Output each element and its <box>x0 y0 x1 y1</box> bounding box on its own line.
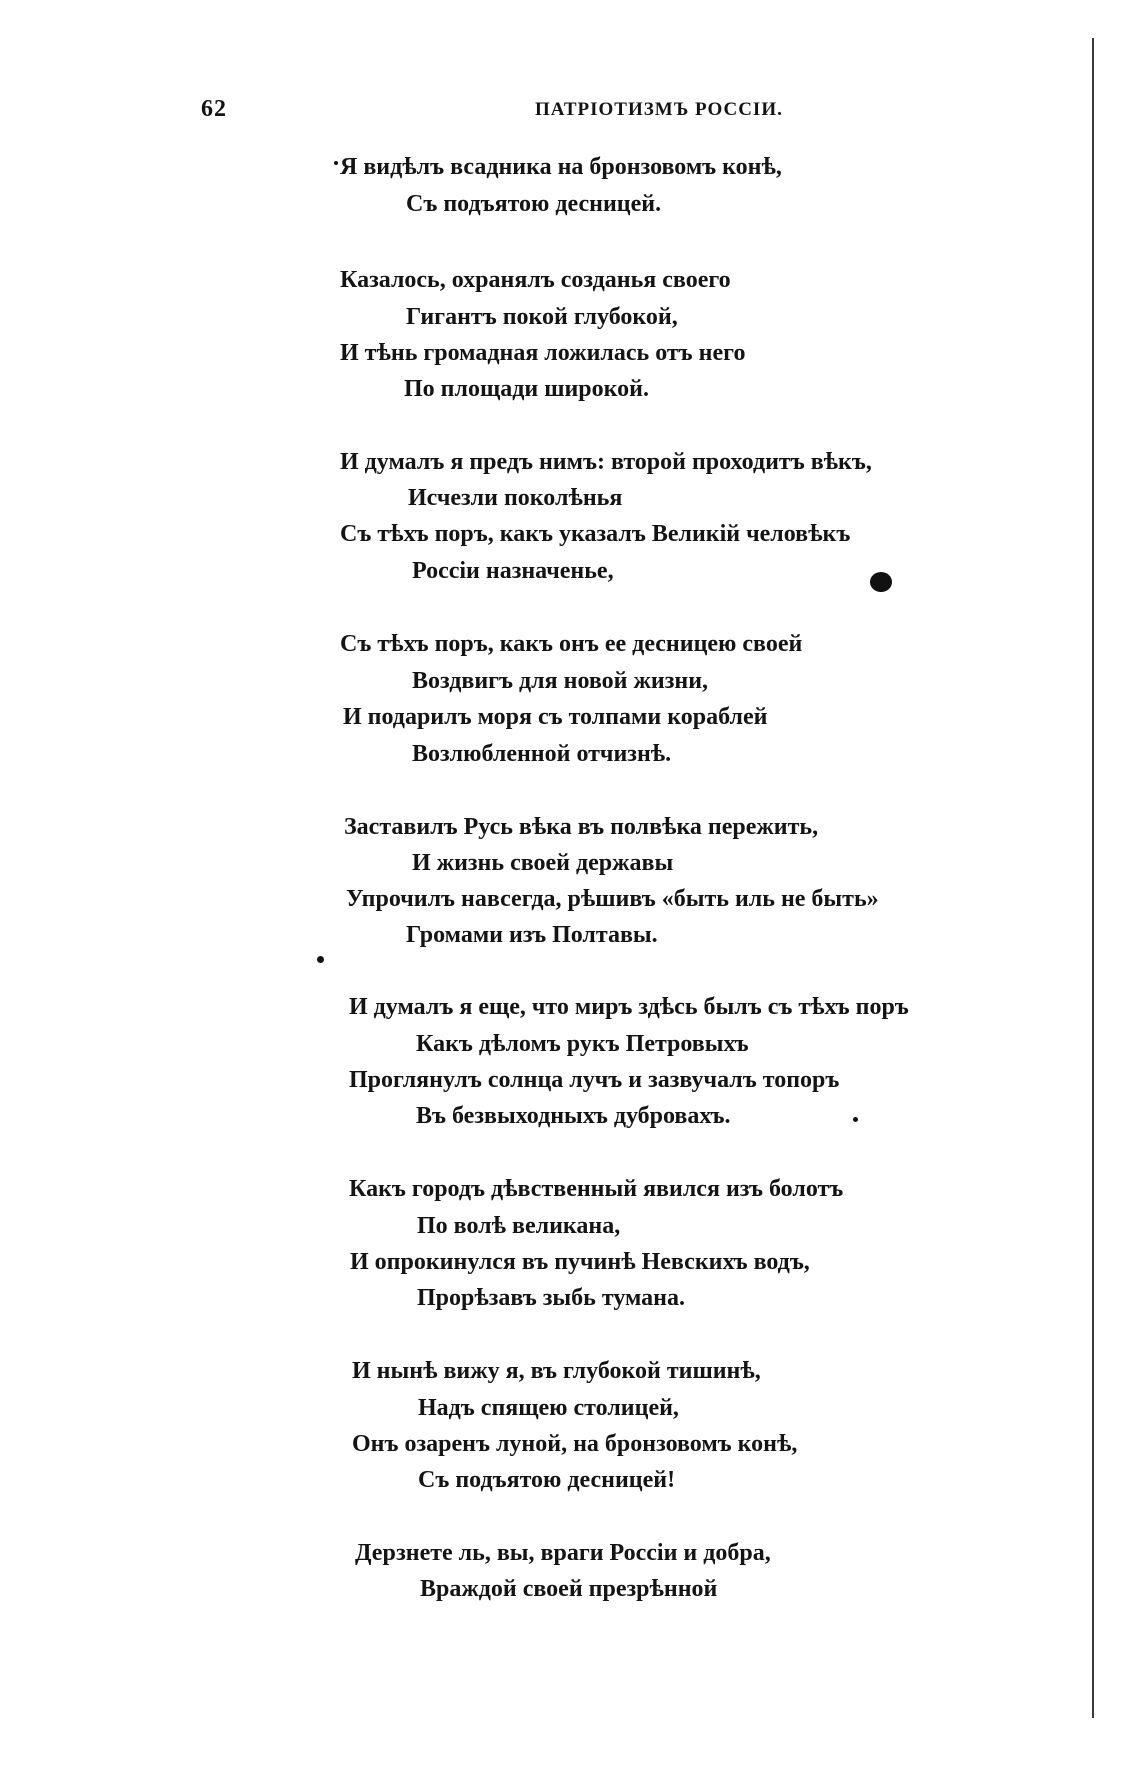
poem-line: Исчезли поколѣнья <box>408 485 623 511</box>
poem-line: Какъ городъ дѣвственный явился изъ болотъ <box>349 1176 844 1202</box>
poem-line: И опрокинулся въ пучинѣ Невскихъ водъ, <box>350 1249 810 1275</box>
page-number: 62 <box>201 96 227 122</box>
poem-line: И тѣнь громадная ложилась отъ него <box>340 340 746 366</box>
poem-line: Съ подъятою десницей! <box>418 1467 676 1493</box>
poem-line: И думалъ я еще, что миръ здѣсь былъ съ тѣхъ поръ <box>349 994 909 1020</box>
poem-line: Враждой своей презрѣнной <box>420 1576 718 1602</box>
poem-line: Въ безвыходныхъ дубровахъ. <box>416 1103 731 1129</box>
poem-line: Гигантъ покой глубокой, <box>406 304 678 330</box>
poem-line: Россіи назначенье, <box>412 558 614 584</box>
running-head: ПАТРІОТИЗМЪ РОССІИ. <box>535 99 783 120</box>
poem-line: И подарилъ моря съ толпами кораблей <box>343 704 768 730</box>
poem-line: Воздвигъ для новой жизни, <box>412 668 709 694</box>
poem-line: По волѣ великана, <box>417 1213 621 1239</box>
ink-speck <box>853 1117 858 1122</box>
poem-line: Съ тѣхъ поръ, какъ онъ ее десницею своей <box>340 631 803 657</box>
poem-line: И думалъ я предъ нимъ: второй проходитъ вѣкъ, <box>340 449 872 475</box>
poem-line: Заставилъ Русь вѣка въ полвѣка пережить, <box>344 814 819 840</box>
poem-line: Съ подъятою десницей. <box>406 191 662 217</box>
poem-line: По площади широкой. <box>404 376 649 402</box>
poem-line: Дерзнете ль, вы, враги Россіи и добра, <box>355 1540 771 1566</box>
poem-line: И нынѣ вижу я, въ глубокой тишинѣ, <box>352 1358 761 1384</box>
poem-line: Какъ дѣломъ рукъ Петровыхъ <box>416 1031 749 1057</box>
poem-line: Надъ спящею столицей, <box>418 1395 679 1421</box>
ink-blot <box>870 572 892 592</box>
poem-line: Съ тѣхъ поръ, какъ указалъ Великій человѣкъ <box>340 521 851 547</box>
ink-speck <box>317 956 324 963</box>
poem-line: Прорѣзавъ зыбь тумана. <box>417 1285 686 1311</box>
poem-line: Я видѣлъ всадника на бронзовомъ конѣ, <box>340 154 782 180</box>
poem-line: Проглянулъ солнца лучъ и зазвучалъ топоръ <box>349 1067 840 1093</box>
page-edge-rule <box>1092 38 1094 1718</box>
ink-speck <box>334 161 338 165</box>
poem-line: Возлюбленной отчизнѣ. <box>412 741 672 767</box>
poem-line: Громами изъ Полтавы. <box>406 922 658 948</box>
poem-line: Казалось, охранялъ созданья своего <box>340 267 731 293</box>
poem-line: Онъ озаренъ луной, на бронзовомъ конѣ, <box>352 1431 798 1457</box>
poem-line: Упрочилъ навсегда, рѣшивъ «быть иль не быть» <box>346 886 879 912</box>
poem-line: И жизнь своей державы <box>412 850 674 876</box>
